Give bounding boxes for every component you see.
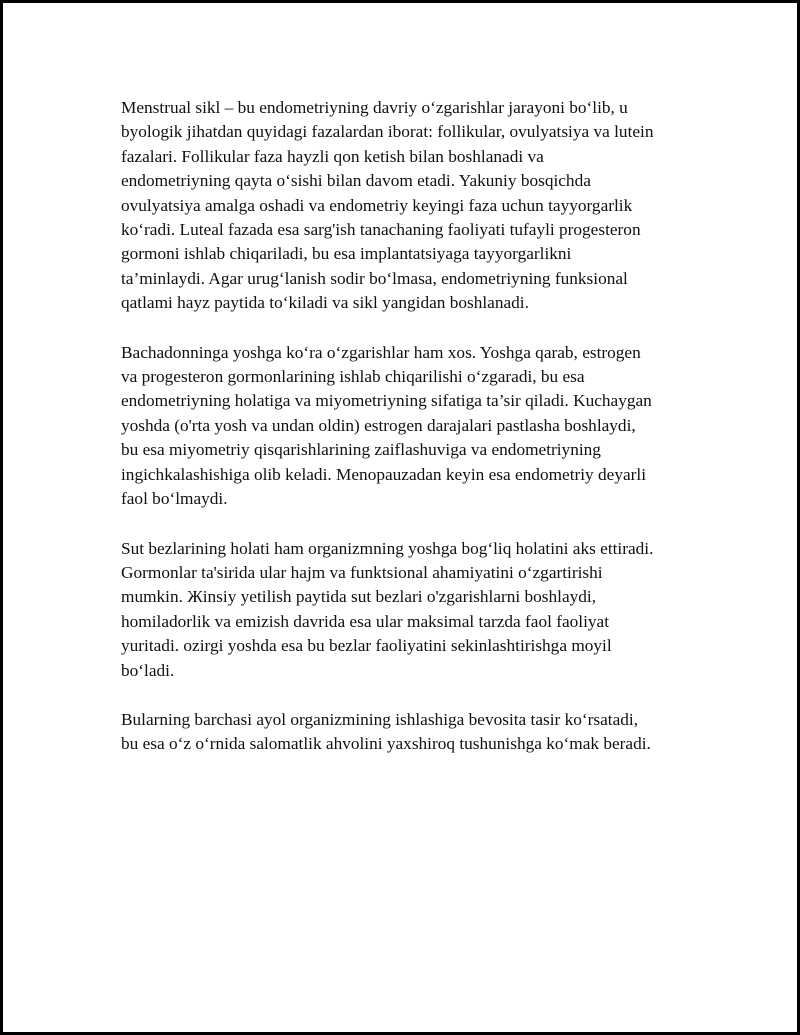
text-line: faol bo‘lmaydi. [121, 489, 228, 509]
text-line: endometriyning qayta o‘sishi bilan davom etadi. Yakuniy bosqichda [121, 171, 591, 191]
text-line: Gormonlar ta'sirida ular hajm va funktsional ahamiyatini o‘zgartirishi [121, 562, 603, 582]
text-line: mumkin. Жinsiy yetilish paytida sut bezlari o'zgarishlarni boshlaydi, [121, 587, 597, 607]
text-line: byologik jihatdan quyidagi fazalardan iborat: follikular, ovulyatsiya va lutein [121, 122, 654, 142]
text-line: bu esa o‘z o‘rnida salomatlik ahvolini yaxshiroq tushunishga ko‘mak beradi. [121, 734, 651, 754]
text-line: homiladorlik va emizish davrida esa ular maksimal tarzda faol faoliyat [121, 611, 610, 631]
text-line: ingichkalashishiga olib keladi. Menopauzadan keyin esa endometriy deyarli [121, 464, 646, 484]
paragraph-uterus-age-changes [121, 341, 701, 512]
text-line: Bularning barchasi ayol organizmining ishlashiga bevosita tasir ko‘rsatadi, [121, 709, 639, 729]
text-line: yoshda (o'rta yosh va undan oldin) estrogen darajalari pastlasha boshlaydi, [121, 415, 636, 435]
text-line: ko‘radi. Luteal fazada esa sarg'ish tanachaning faoliyati tufayli progesteron [121, 220, 641, 240]
paragraph-conclusion [121, 708, 701, 757]
text-line: yuritadi. ozirgi yoshda esa bu bezlar faoliyatini sekinlashtirishga moyil [121, 636, 612, 656]
text-line: Sut bezlarining holati ham organizmning yoshga bog‘liq holatini aks ettiradi. [121, 538, 654, 558]
text-line: bu esa miyometriy qisqarishlarining zaiflashuviga va endometriyning [121, 440, 601, 460]
text-line: qatlami hayz paytida to‘kiladi va sikl yangidan boshlanadi. [121, 293, 529, 313]
paragraph-menstrual-cycle [121, 96, 701, 316]
text-line: endometriyning holatiga va miyometriyning sifatiga ta’sir qiladi. Kuchaygan [121, 391, 652, 411]
text-line: ovulyatsiya amalga oshadi va endometriy keyingi faza uchun tayyorgarlik [121, 195, 633, 215]
text-line: bo‘ladi. [121, 660, 175, 680]
document-body [121, 96, 701, 782]
paragraph-mammary-glands [121, 537, 701, 683]
text-line: fazalari. Follikular faza hayzli qon ketish bilan boshlanadi va [121, 146, 544, 166]
text-line: Bachadonninga yoshga ko‘ra o‘zgarishlar ham xos. Yoshga qarab, estrogen [121, 342, 641, 362]
text-line: ta’minlaydi. Agar urug‘lanish sodir bo‘lmasa, endometriyning funksional [121, 268, 628, 288]
text-line: Menstrual sikl – bu endometriyning davriy o‘zgarishlar jarayoni bo‘lib, u [121, 98, 628, 117]
text-line: gormoni ishlab chiqariladi, bu esa implantatsiyaga tayyorgarlikni [121, 244, 572, 264]
text-line: va progesteron gormonlarining ishlab chiqarilishi o‘zgaradi, bu esa [121, 367, 585, 387]
